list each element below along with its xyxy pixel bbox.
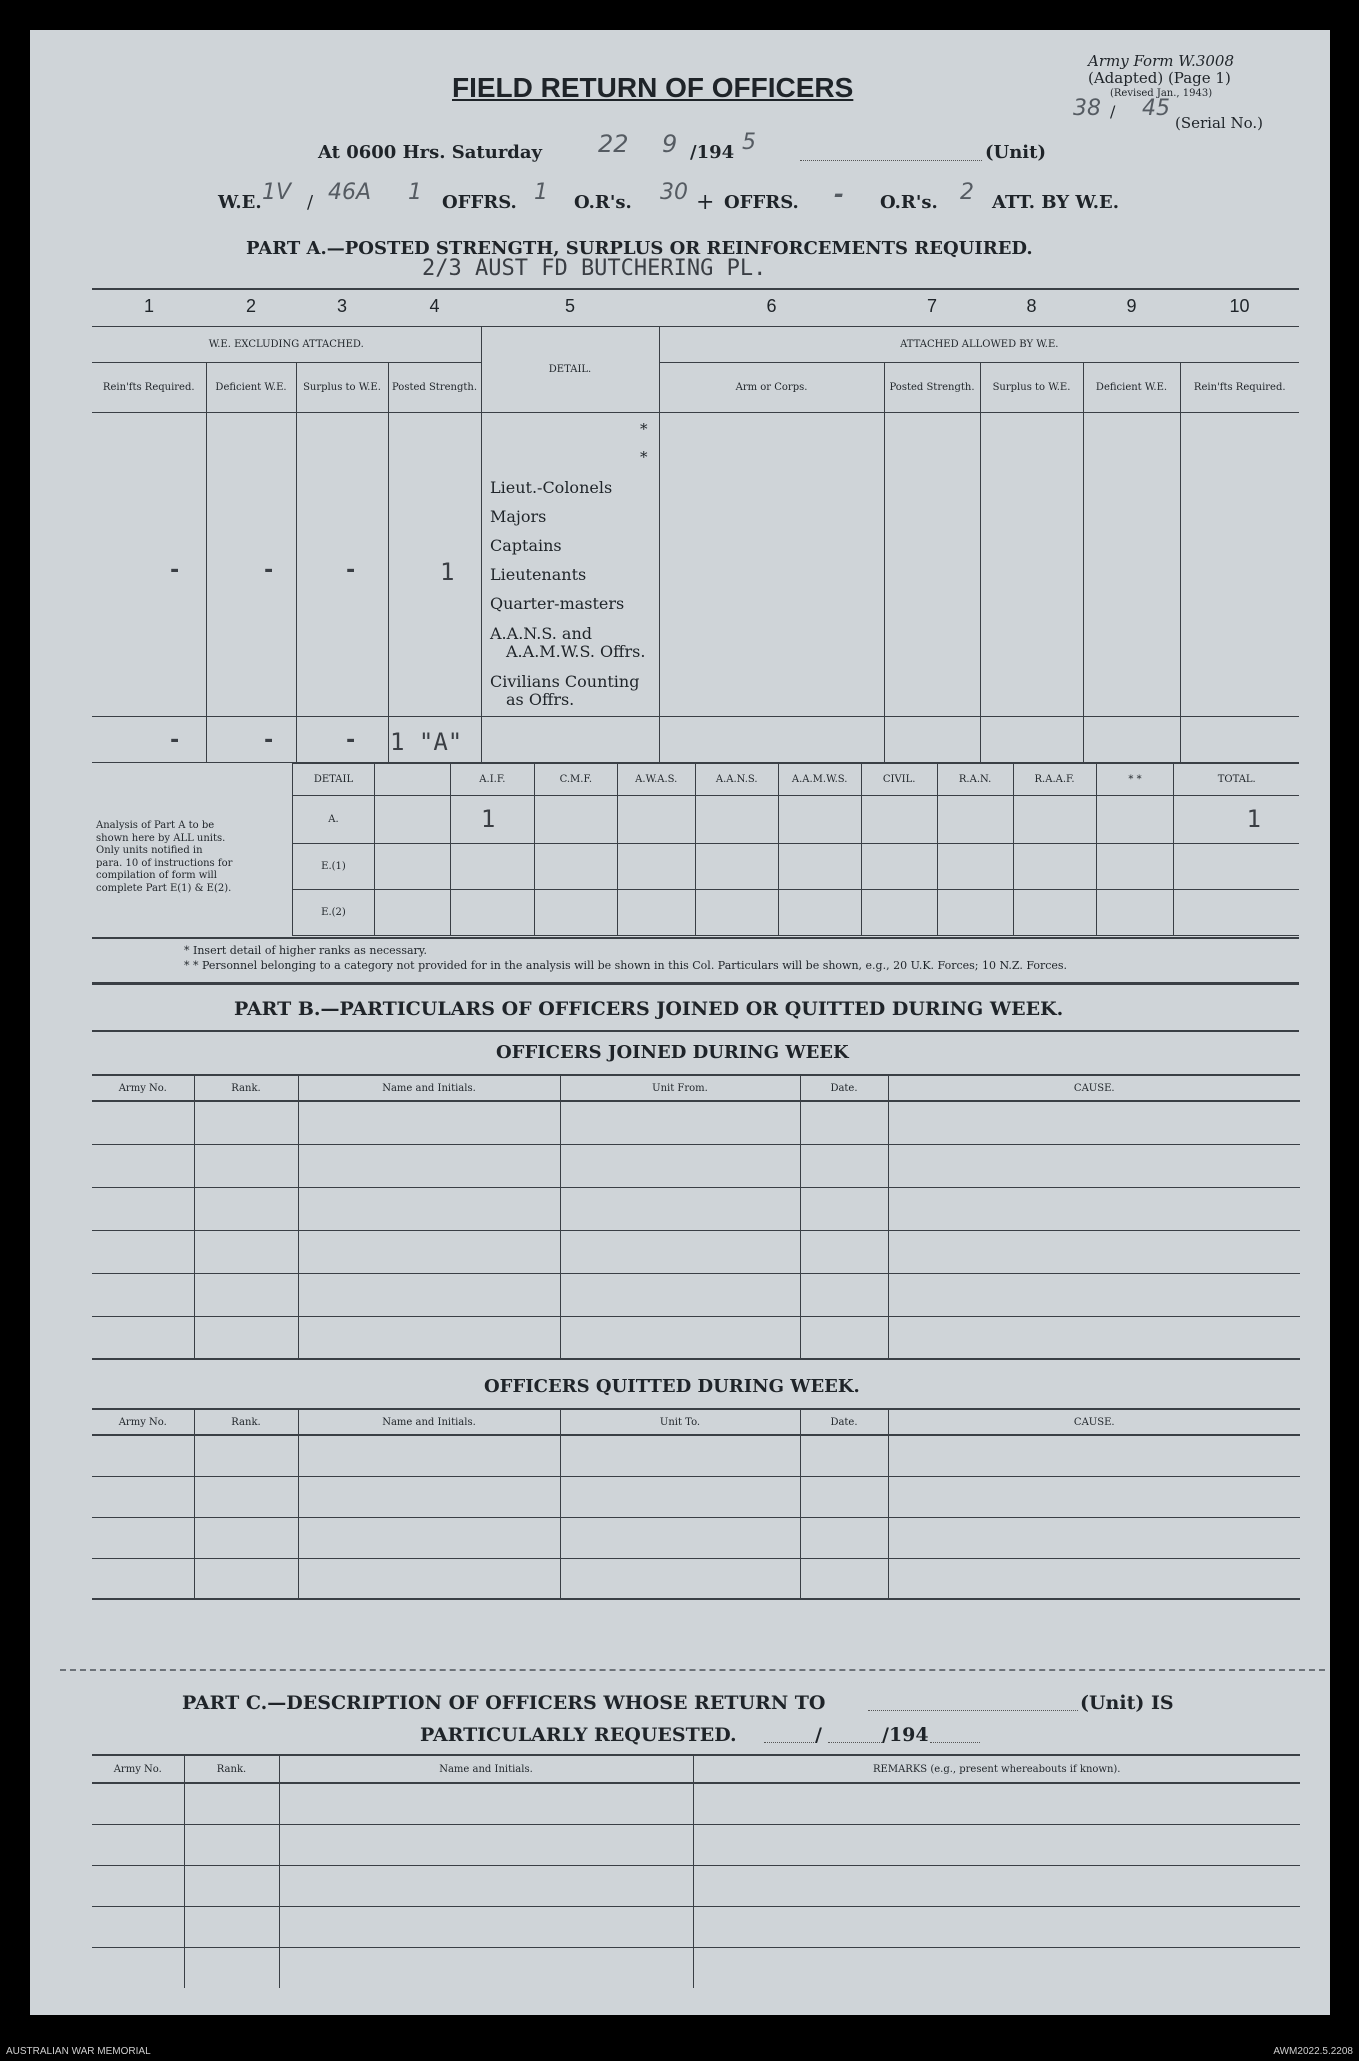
analysis-note-line: compilation of form will	[96, 870, 217, 881]
ors2-label: O.R's.	[880, 192, 938, 213]
att-label: ATT. BY W.E.	[992, 192, 1120, 213]
unit-blank	[800, 160, 982, 161]
rank-as-offrs: as Offrs.	[506, 690, 575, 709]
rank-lieut-colonels: Lieut.-Colonels	[490, 478, 613, 497]
page-title: FIELD RETURN OF OFFICERS	[452, 72, 854, 103]
analysis-note-line: Only units notified in	[96, 845, 203, 856]
table-row	[92, 1316, 1300, 1359]
joined-title: OFFICERS JOINED DURING WEEK	[496, 1042, 849, 1063]
rank-aans: A.A.N.S. and	[490, 624, 592, 643]
quitted-col-date: Date.	[800, 1409, 888, 1435]
table-row	[92, 1517, 1300, 1558]
analysis-note	[96, 820, 282, 895]
ors-value: 30	[660, 180, 688, 205]
table-row	[92, 1906, 1300, 1947]
plus-sign: +	[696, 190, 715, 215]
footer-left: AUSTRALIAN WAR MEMORIAL	[6, 2046, 151, 2057]
part-c-table	[92, 1754, 1300, 1988]
footer-right: AWM2022.5.2208	[1273, 2046, 1353, 2057]
serial-sep: /	[1110, 102, 1116, 121]
part-c-date-sep: /	[815, 1724, 822, 1746]
col-posted-strength: Posted Strength.	[388, 363, 481, 413]
ors-count: 1	[534, 180, 548, 205]
col-reinfts-required: Rein'fts Required.	[92, 363, 206, 413]
serial-number-2: 45	[1142, 96, 1170, 121]
quitted-col-army-no: Army No.	[92, 1409, 194, 1435]
col-posted-strength-att: Posted Strength.	[884, 363, 980, 413]
part-c-col-army-no: Army No.	[92, 1755, 184, 1783]
part-c-unit-blank	[868, 1710, 1078, 1711]
col-reinfts-att: Rein'fts Required.	[1180, 363, 1299, 413]
rank-majors: Majors	[490, 507, 547, 526]
footnote-2: * * Personnel belonging to a category not provided for in the analysis will be shown in this Col. Particulars will be shown, e.g., 20 U.K. Forces; 10 N.Z. Forces.	[184, 959, 1068, 972]
analysis-head-blank	[374, 763, 450, 795]
analysis-note-line: para. 10 of instructions for	[96, 857, 233, 869]
part-c-year-blank	[930, 1742, 980, 1743]
rank-aamws: A.A.M.W.S. Offrs.	[506, 642, 646, 661]
column-numbers	[92, 296, 1299, 324]
lieut-posted: 1	[440, 558, 455, 586]
lieut-deficient: -	[262, 558, 276, 583]
joined-table	[92, 1074, 1300, 1360]
analysis-head-total: TOTAL.	[1174, 763, 1299, 795]
part-c-date-blank-1	[764, 1742, 814, 1743]
star-2: *	[640, 448, 648, 466]
analysis-aif-a: 1	[450, 795, 534, 843]
analysis-head-other: * *	[1096, 763, 1174, 795]
date-month: 9	[662, 130, 678, 158]
table-row	[92, 1476, 1300, 1517]
serial-label: (Serial No.)	[1175, 114, 1263, 132]
part-b-heading: PART B.—PARTICULARS OF OFFICERS JOINED OR QUITTED DURING WEEK.	[234, 998, 1064, 1020]
col-arm-corps: Arm or Corps.	[659, 363, 884, 413]
detail-header: DETAIL.	[481, 327, 659, 413]
col-deficient-att: Deficient W.E.	[1083, 363, 1180, 413]
analysis-head-awas: A.W.A.S.	[617, 763, 695, 795]
col-number: 9	[1126, 296, 1137, 316]
analysis-head-aif: A.I.F.	[450, 763, 534, 795]
col-number: 6	[766, 296, 777, 316]
quitted-col-unit-to: Unit To.	[560, 1409, 800, 1435]
offrs-label: OFFRS.	[442, 192, 517, 213]
analysis-row-e1: E.(1)	[293, 843, 375, 889]
analysis-head-aamws: A.A.M.W.S.	[778, 763, 861, 795]
date-year: /194	[690, 142, 735, 163]
col-number: 5	[564, 296, 575, 316]
col-number: 3	[336, 296, 347, 316]
col-deficient: Deficient W.E.	[206, 363, 296, 413]
col-number: 1	[143, 296, 154, 316]
part-c-col-name: Name and Initials.	[279, 1755, 693, 1783]
lieut-surplus: -	[344, 558, 358, 583]
rank-lieutenants: Lieutenants	[490, 565, 587, 584]
table-row	[92, 1144, 1300, 1187]
table-row	[92, 1865, 1300, 1906]
total-posted: 1 "A"	[390, 728, 463, 756]
analysis-row-e2: E.(2)	[293, 889, 375, 935]
analysis-note-line: complete Part E(1) & E(2).	[96, 882, 232, 894]
analysis-note-line: Analysis of Part A to be	[96, 820, 215, 831]
rank-civilians: Civilians Counting	[490, 672, 640, 691]
offrs2-label: OFFRS.	[724, 192, 799, 213]
analysis-head-raaf: R.A.A.F.	[1013, 763, 1096, 795]
analysis-row-a: A.	[293, 795, 375, 843]
col-number: 8	[1026, 296, 1037, 316]
analysis-table	[292, 762, 1299, 936]
col-surplus: Surplus to W.E.	[296, 363, 388, 413]
part-c-col-rank: Rank.	[184, 1755, 279, 1783]
col-number: 10	[1229, 296, 1250, 316]
analysis-head-cmf: C.M.F.	[534, 763, 617, 795]
rank-quarter-masters: Quarter-masters	[490, 594, 625, 613]
table-row	[92, 1947, 1300, 1988]
table-row	[92, 1558, 1300, 1599]
part-c-col-remarks: REMARKS (e.g., present whereabouts if known).	[693, 1755, 1300, 1783]
quitted-col-cause: CAUSE.	[888, 1409, 1300, 1435]
lieut-reinfts: -	[168, 558, 182, 583]
table-row	[92, 1824, 1300, 1865]
col-number: 7	[926, 296, 937, 316]
total-reinfts: -	[168, 728, 182, 753]
form-adapted: (Adapted) (Page 1)	[1088, 69, 1231, 87]
we-value-1: 1V	[262, 180, 292, 205]
serial-number: 38	[1073, 96, 1101, 121]
col-number: 2	[245, 296, 256, 316]
cut-line	[60, 1669, 1325, 1671]
joined-col-army-no: Army No.	[92, 1075, 194, 1101]
table-row	[92, 1783, 1300, 1824]
joined-col-rank: Rank.	[194, 1075, 298, 1101]
joined-col-name: Name and Initials.	[298, 1075, 560, 1101]
part-a-heading: PART A.—POSTED STRENGTH, SURPLUS OR REINFORCEMENTS REQUIRED.	[246, 238, 1033, 259]
rank-captains: Captains	[490, 536, 562, 555]
analysis-head-civil: CIVIL.	[861, 763, 937, 795]
quitted-col-rank: Rank.	[194, 1409, 298, 1435]
col-surplus-att: Surplus to W.E.	[980, 363, 1083, 413]
we-excluding-header: W.E. EXCLUDING ATTACHED.	[92, 327, 481, 363]
table-row	[92, 1230, 1300, 1273]
attached-allowed-header: ATTACHED ALLOWED BY W.E.	[659, 327, 1299, 363]
col-number: 4	[429, 296, 440, 316]
part-c-heading: PART C.—DESCRIPTION OF OFFICERS WHOSE RETURN TO	[182, 1692, 826, 1714]
part-c-unit-label: (Unit) IS	[1080, 1692, 1174, 1714]
unit-label: (Unit)	[985, 142, 1046, 163]
table-row	[92, 1273, 1300, 1316]
quitted-table	[92, 1408, 1300, 1600]
part-c-line2: PARTICULARLY REQUESTED.	[420, 1724, 737, 1746]
joined-col-unit-from: Unit From.	[560, 1075, 800, 1101]
total-surplus: -	[344, 728, 358, 753]
table-row	[92, 1187, 1300, 1230]
form-ref: Army Form W.3008	[1088, 52, 1234, 70]
offrs-count: 1	[408, 180, 422, 205]
analysis-head-detail: DETAIL	[293, 763, 375, 795]
we-label: W.E.	[218, 192, 262, 213]
date-year-suffix: 5	[742, 130, 756, 155]
star-1: *	[640, 420, 648, 438]
at-text: At 0600 Hrs. Saturday	[318, 142, 543, 163]
offrs2-value: -	[834, 180, 844, 208]
analysis-total-a: 1	[1174, 795, 1299, 843]
part-a-table	[92, 326, 1299, 763]
analysis-head-aans: A.A.N.S.	[695, 763, 778, 795]
table-row	[92, 1435, 1300, 1476]
total-deficient: -	[262, 728, 276, 753]
ors-label: O.R's.	[574, 192, 632, 213]
joined-col-date: Date.	[800, 1075, 888, 1101]
quitted-col-name: Name and Initials.	[298, 1409, 560, 1435]
table-row	[92, 1101, 1300, 1144]
unit-stamp: 2/3 AUST FD BUTCHERING PL.	[422, 256, 767, 281]
part-c-date-year: /194	[882, 1724, 929, 1746]
ors2-value: 2	[960, 180, 974, 205]
analysis-note-line: shown here by ALL units.	[96, 832, 226, 844]
footnote-1: * Insert detail of higher ranks as necessary.	[184, 944, 428, 957]
joined-col-cause: CAUSE.	[888, 1075, 1300, 1101]
date-day: 22	[598, 130, 629, 158]
part-c-date-blank-2	[828, 1742, 882, 1743]
analysis-head-ran: R.A.N.	[937, 763, 1013, 795]
form-revised: (Revised Jan., 1943)	[1110, 88, 1213, 99]
quitted-title: OFFICERS QUITTED DURING WEEK.	[484, 1376, 860, 1397]
we-value-2: 46A	[328, 180, 372, 205]
